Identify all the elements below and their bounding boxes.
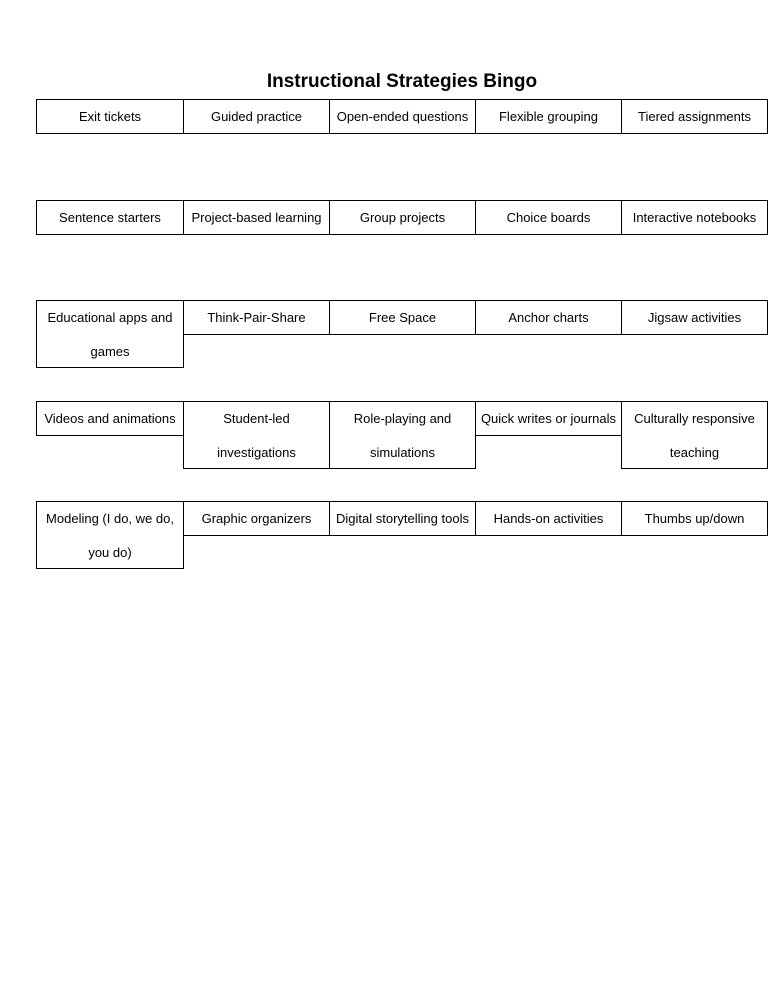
bingo-cell-text: teaching <box>669 444 720 460</box>
bingo-cell-text: Culturally responsive <box>634 411 755 426</box>
bingo-cell <box>183 99 330 134</box>
bingo-cell <box>475 401 622 436</box>
bingo-cell <box>329 200 476 235</box>
bingo-cell <box>621 99 768 134</box>
bingo-cell <box>621 501 768 536</box>
bingo-cell-text: Anchor charts <box>508 310 589 325</box>
bingo-cell <box>621 401 768 469</box>
bingo-cell-text: Open-ended questions <box>336 109 469 124</box>
bingo-cell <box>329 99 476 134</box>
bingo-cell <box>475 300 622 335</box>
bingo-cell-text: Hands-on activities <box>493 511 604 526</box>
bingo-cell-text: games <box>90 343 130 359</box>
bingo-cell <box>475 99 622 134</box>
bingo-cell <box>36 300 184 368</box>
bingo-cell <box>183 501 330 536</box>
page-title: Instructional Strategies Bingo <box>266 71 538 92</box>
bingo-cell <box>329 501 476 536</box>
bingo-cell <box>621 200 768 235</box>
bingo-cell-text: Project-based learning <box>191 210 322 225</box>
bingo-cell-text: Thumbs up/down <box>644 511 745 526</box>
bingo-cell-text: Videos and animations <box>44 411 176 426</box>
bingo-cell <box>329 300 476 335</box>
bingo-cell-text: Sentence starters <box>59 210 161 225</box>
bingo-cell-text: Guided practice <box>210 109 303 124</box>
bingo-cell-text: Free Space <box>368 310 437 325</box>
bingo-cell <box>36 501 184 569</box>
bingo-cell-text: Role-playing and <box>353 411 452 426</box>
bingo-cell <box>183 300 330 335</box>
bingo-cell-text: Graphic organizers <box>201 511 312 526</box>
bingo-cell-text: Interactive notebooks <box>632 210 757 225</box>
bingo-cell <box>329 401 476 469</box>
bingo-cell-text: Flexible grouping <box>498 109 598 124</box>
bingo-cell-text: Quick writes or journals <box>480 411 617 426</box>
bingo-cell <box>36 401 184 436</box>
bingo-cell <box>621 300 768 335</box>
bingo-cell-text: Tiered assignments <box>638 109 751 124</box>
bingo-cell-text: Group projects <box>359 210 446 225</box>
bingo-cell <box>475 200 622 235</box>
bingo-cell-text: Student-led <box>223 411 290 426</box>
bingo-cell-text: Jigsaw activities <box>647 310 742 325</box>
bingo-cell <box>183 401 330 469</box>
bingo-cell <box>475 501 622 536</box>
bingo-cell <box>183 200 330 235</box>
bingo-cell-text: Modeling (I do, we do, <box>46 511 174 526</box>
bingo-cell <box>36 200 184 235</box>
bingo-cell-text: Choice boards <box>506 210 591 225</box>
bingo-cell-text: simulations <box>369 444 436 460</box>
bingo-cell-text: Digital storytelling tools <box>336 511 469 526</box>
bingo-cell-text: you do) <box>88 544 132 560</box>
bingo-cell-text: Educational apps and <box>47 310 173 325</box>
bingo-cell <box>36 99 184 134</box>
bingo-cell-text: Exit tickets <box>78 109 142 124</box>
bingo-cell-text: investigations <box>217 444 296 460</box>
bingo-cell-text: Think-Pair-Share <box>207 310 306 325</box>
